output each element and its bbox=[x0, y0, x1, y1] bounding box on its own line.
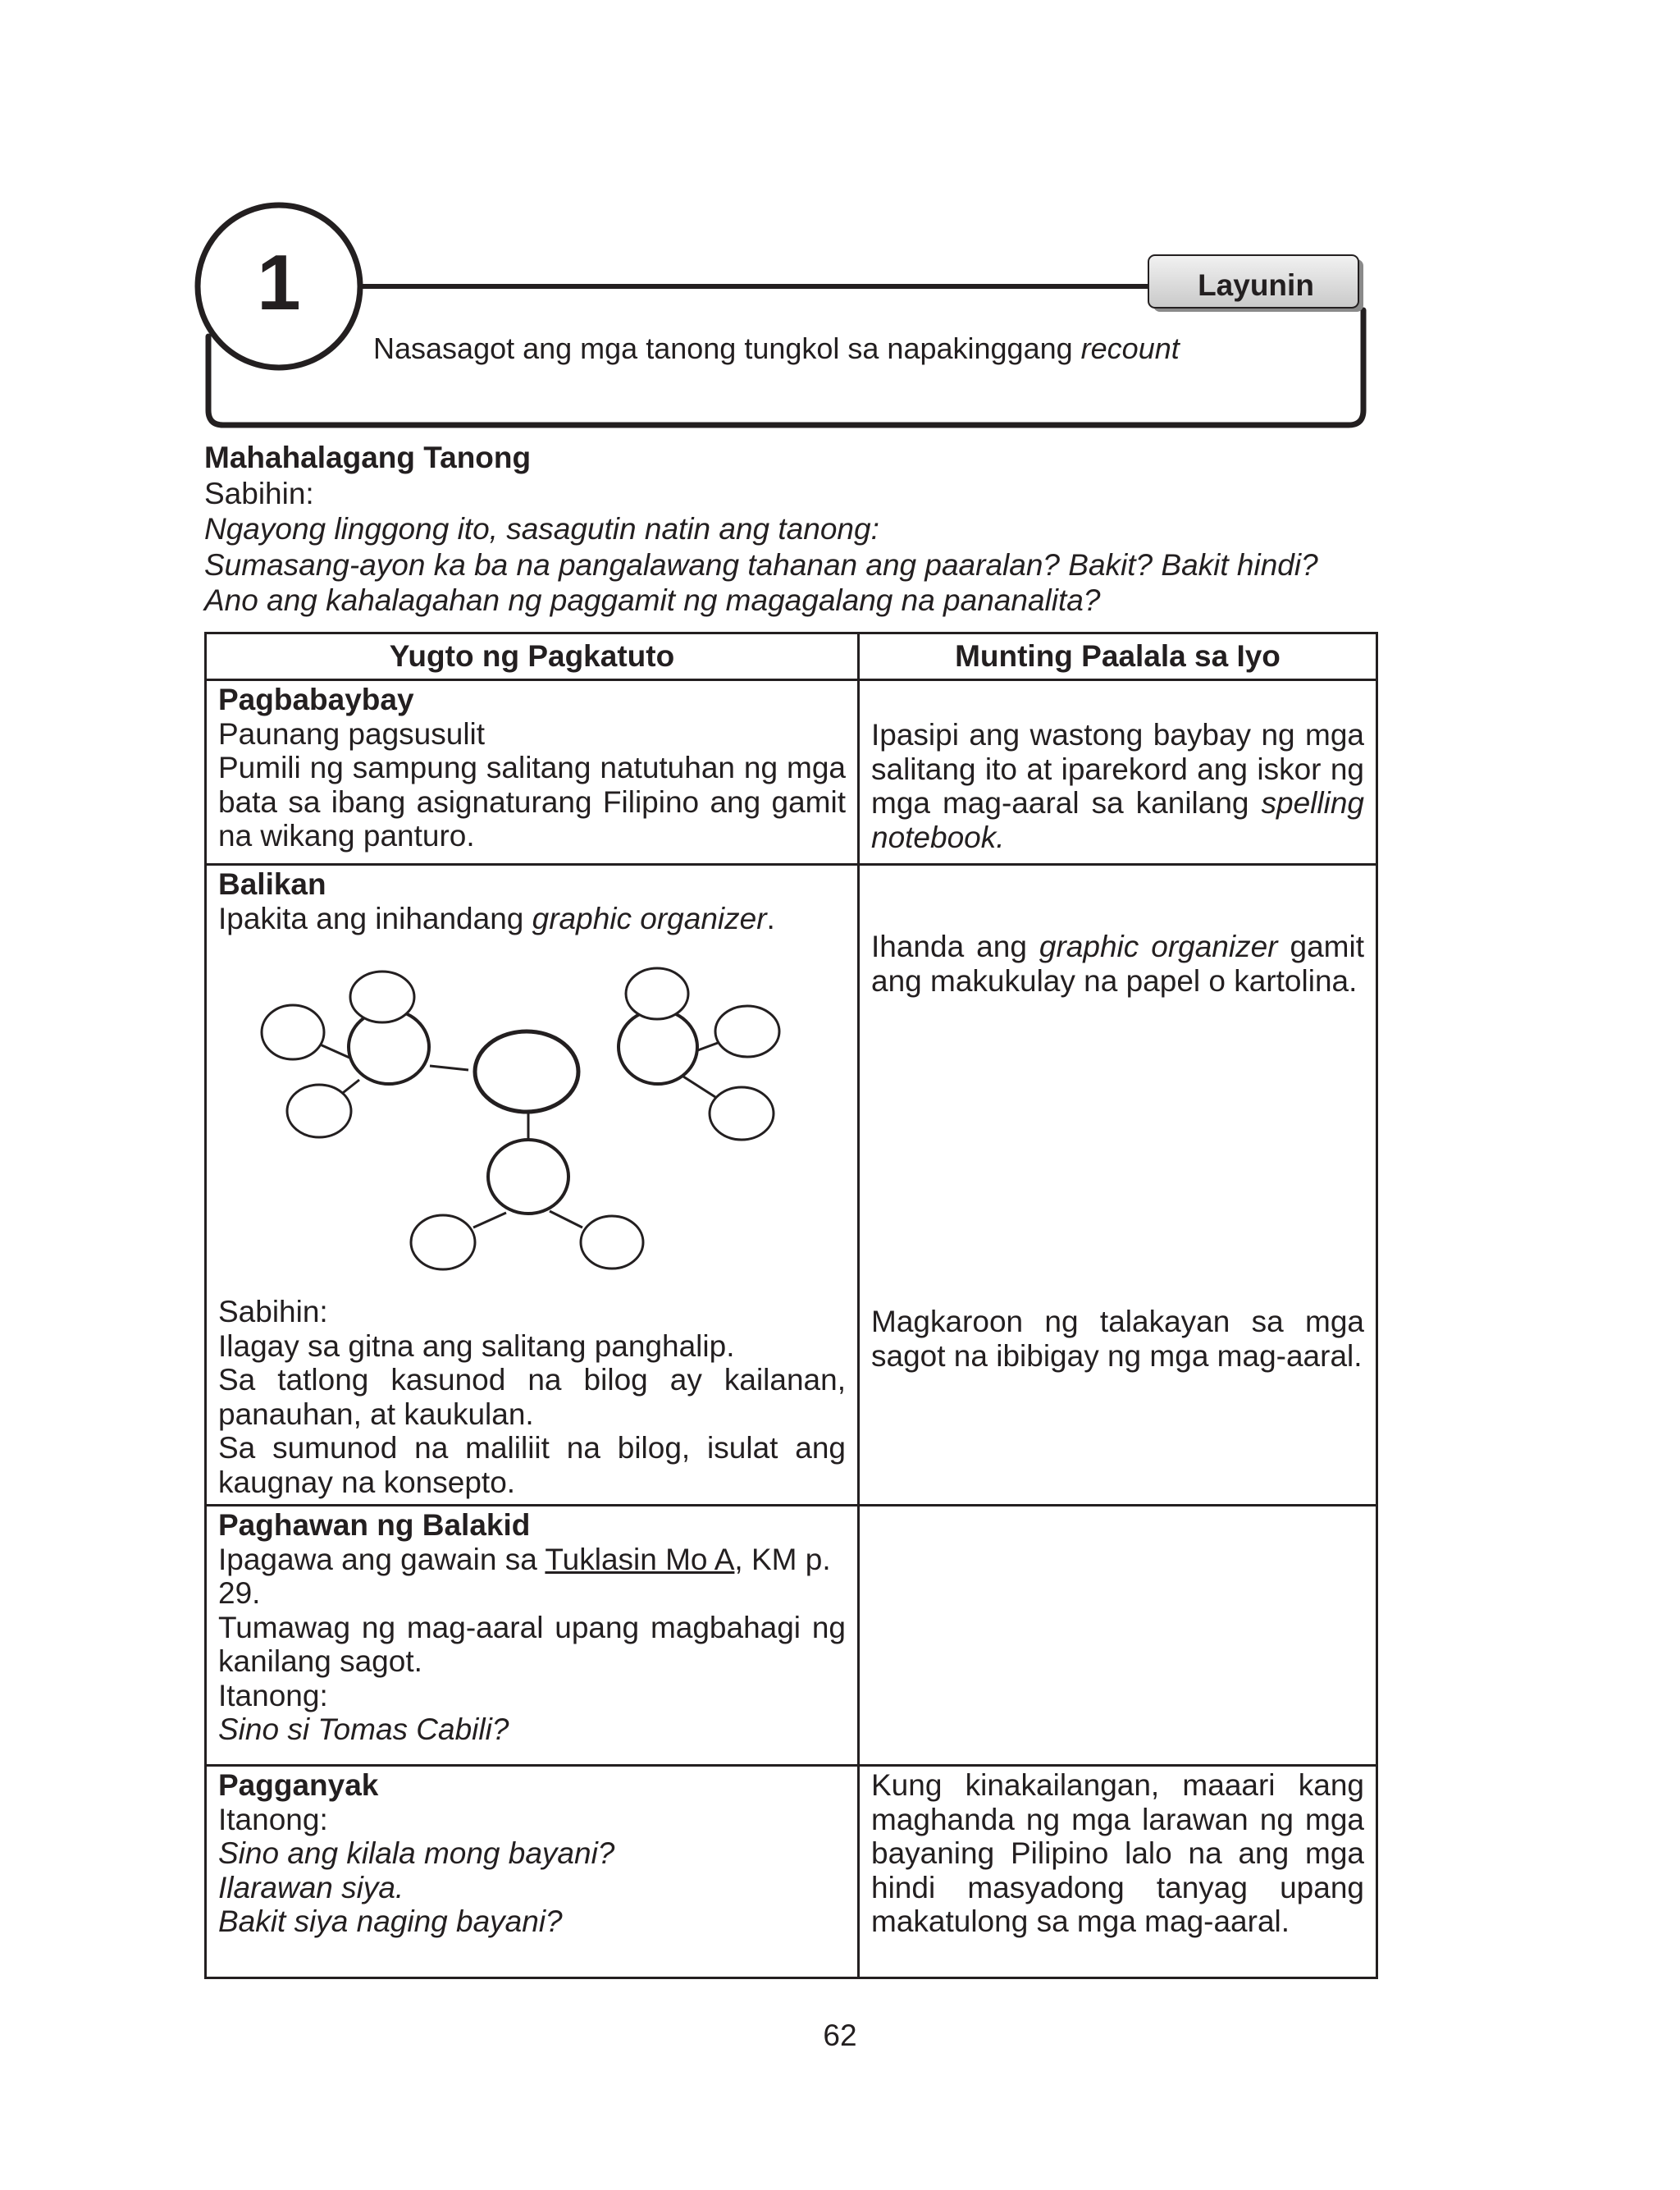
pagbabaybay-note-italic: spelling notebook. bbox=[871, 786, 1364, 854]
row-paghawan bbox=[206, 1506, 1377, 1766]
table-header-row bbox=[206, 633, 1377, 680]
paghawan-line-2: Tumawag ng mag-aaral upang magbahagi ng kanilang sagot. bbox=[218, 1610, 846, 1678]
essential-questions-heading: Mahahalagang Tanong bbox=[204, 441, 532, 474]
organizer-small-circle bbox=[287, 1085, 351, 1137]
balikan-intro-end: . bbox=[766, 901, 775, 935]
objective-text: Nasasagot ang mga tanong tungkol sa napakinggang bbox=[373, 331, 1073, 365]
graphic-organizer-diagram bbox=[218, 939, 842, 1292]
organizer-small-circle bbox=[710, 1087, 774, 1140]
pagganyak-question-1: Sino ang kilala mong bayani? bbox=[218, 1836, 615, 1870]
question-line-3: Ano ang kahalagahan ng paggamit ng magagalang na pananalita? bbox=[204, 583, 1101, 617]
row-title-pagganyak: Pagganyak bbox=[218, 1768, 379, 1802]
pagbabaybay-note bbox=[871, 718, 1364, 854]
essential-questions bbox=[204, 440, 1386, 619]
balikan-intro-text: Ipakita ang inihandang bbox=[218, 901, 524, 935]
organizer-small-circle bbox=[626, 968, 688, 1019]
row-pagganyak bbox=[206, 1766, 1377, 1978]
page-number: 62 bbox=[823, 2019, 857, 2052]
balikan-say: Sabihin: bbox=[218, 1295, 328, 1328]
row-title-pagbabaybay: Pagbabaybay bbox=[218, 683, 414, 716]
column-header-reminder: Munting Paalala sa Iyo bbox=[859, 633, 1377, 680]
paghawan-line-3: Itanong: bbox=[218, 1678, 328, 1712]
paghawan-line-1-text: Ipagawa ang gawain sa bbox=[218, 1542, 537, 1576]
balikan-step-2: Sa tatlong kasunod na bilog ay kailanan, panauhan, at kaukulan. bbox=[218, 1363, 846, 1431]
paghawan-note-empty bbox=[859, 1506, 1377, 1766]
balikan-note-1-italic: graphic organizer bbox=[1039, 930, 1278, 963]
pagganyak-note: Kung kinakailangan, maaari kang maghanda ng mga larawan ng mga bayaning Pilipino lalo na ang mga hindi masyadong tanyag upang makatulong sa mga mag-aaral. bbox=[871, 1768, 1364, 1938]
pagbabaybay-sub: Paunang pagsusulit bbox=[218, 716, 486, 751]
balikan-note-1-end: gamit ang makukulay na papel o kartolina. bbox=[871, 930, 1364, 998]
balikan-intro bbox=[218, 902, 846, 936]
pagbabaybay-body: Pumili ng sampung salitang natutuhan ng mga bata sa ibang asignaturang Filipino ang gamit na wikang panturo. bbox=[218, 751, 846, 853]
question-line-1: Ngayong linggong ito, sasagutin natin ang tanong: bbox=[204, 512, 879, 546]
lesson-plan-table bbox=[204, 632, 1378, 1979]
pagganyak-line-1: Itanong: bbox=[218, 1802, 328, 1836]
balikan-note-1 bbox=[871, 930, 1364, 998]
organizer-small-circle bbox=[581, 1216, 643, 1269]
paghawan-line-1 bbox=[218, 1543, 846, 1611]
balikan-step-3: Sa sumunod na maliliit na bilog, isulat ang kaugnay na konsepto. bbox=[218, 1431, 846, 1499]
section-tab-label: Layunin bbox=[1198, 268, 1314, 302]
tuklasin-mo-link: Tuklasin Mo A bbox=[545, 1542, 735, 1576]
organizer-center-circle bbox=[475, 1031, 578, 1112]
balikan-step-1: Ilagay sa gitna ang salitang panghalip. bbox=[218, 1328, 735, 1363]
balikan-note-2: Magkaroon ng talakayan sa mga sagot na ibibigay ng mga mag-aaral. bbox=[871, 1305, 1364, 1373]
organizer-small-circle bbox=[262, 1005, 324, 1059]
organizer-mid-circle bbox=[619, 1010, 697, 1084]
row-title-balikan: Balikan bbox=[218, 867, 326, 901]
objective bbox=[373, 330, 1180, 368]
row-title-paghawan: Paghawan ng Balakid bbox=[218, 1508, 531, 1542]
organizer-mid-circle bbox=[488, 1140, 568, 1214]
question-line-2: Sumasang-ayon ka ba na pangalawang tahanan ang paaralan? Bakit? Bakit hindi? bbox=[204, 547, 1318, 582]
organizer-small-circle bbox=[715, 1006, 779, 1057]
balikan-note-1-text: Ihanda ang bbox=[871, 930, 1027, 963]
column-header-stage: Yugto ng Pagkatuto bbox=[206, 633, 859, 680]
day-number: 1 bbox=[257, 239, 301, 327]
header-frame bbox=[0, 0, 1680, 443]
row-pagbabaybay bbox=[206, 680, 1377, 865]
organizer-small-circle bbox=[411, 1215, 475, 1269]
objective-italic: recount bbox=[1080, 331, 1180, 365]
pagbabaybay-note-text: Ipasipi ang wastong baybay ng mga salitang ito at iparekord ang iskor ng mga mag-aaral sa kanilang bbox=[871, 718, 1364, 820]
organizer-small-circle bbox=[350, 972, 414, 1022]
row-balikan bbox=[206, 865, 1377, 1506]
say-label: Sabihin: bbox=[204, 476, 314, 510]
pagganyak-question-2: Ilarawan siya. bbox=[218, 1870, 404, 1904]
lesson-header bbox=[0, 0, 1680, 443]
paghawan-line-1-end: , KM p. 29. bbox=[218, 1542, 831, 1610]
paghawan-line-4: Sino si Tomas Cabili? bbox=[218, 1712, 509, 1746]
pagganyak-question-3: Bakit siya naging bayani? bbox=[218, 1904, 563, 1938]
balikan-intro-italic: graphic organizer bbox=[532, 901, 767, 935]
